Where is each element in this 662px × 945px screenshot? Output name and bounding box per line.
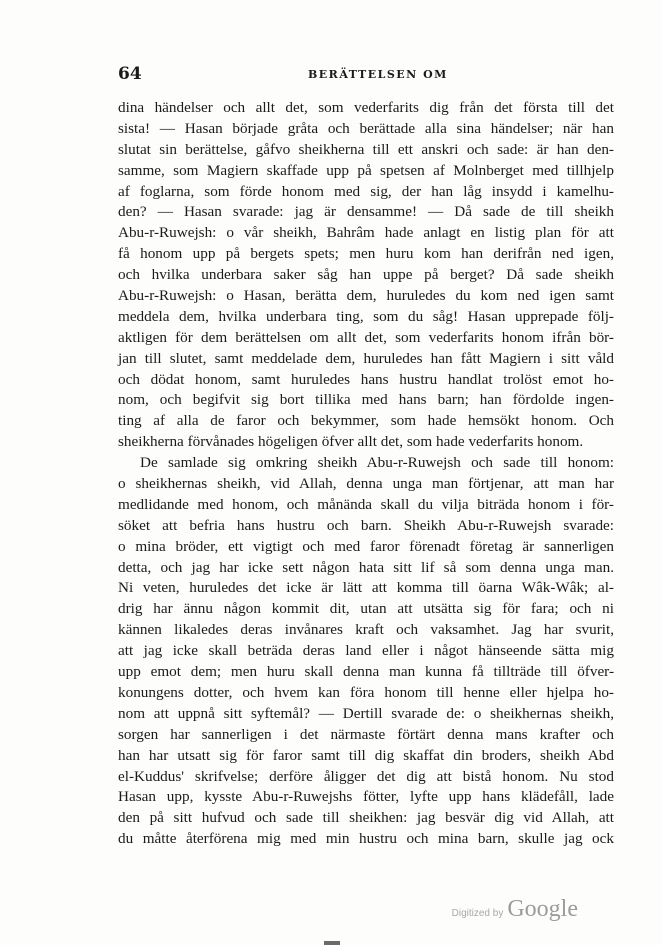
text-line: aktligen för dem berättelsen om allt det, som vederfarits honom ifrån bör- bbox=[118, 328, 614, 346]
running-head: BERÄTTELSEN OM bbox=[308, 68, 448, 81]
text-line: o sheikhernas sheikh, vid Allah, denna unga man förtjenar, att man har bbox=[118, 475, 614, 493]
text-line: nom att uppnå sitt syftemål? — Dertill svarade de: o sheikhernas sheikh, bbox=[118, 704, 614, 722]
page-edge-mark bbox=[324, 941, 340, 945]
page-header bbox=[118, 64, 614, 86]
text-line: medlidande med honom, och månända skall du vilja biträda honom i för- bbox=[118, 495, 614, 513]
text-line: jan till slutet, samt meddelade dem, huruledes han fått Magiern i sitt våld bbox=[118, 349, 614, 367]
text-line: kännen likaledes deras invånares kraft och vaksamhet. Jag har svurit, bbox=[118, 621, 614, 639]
text-line: Ni veten, huruledes det icke är lätt att komma till öarna Wâk-Wâk; al- bbox=[118, 579, 614, 597]
text-line: De samlade sig omkring sheikh Abu-r-Ruwejsh och sade till honom: bbox=[140, 454, 614, 472]
text-line: du måtte återförena mig med min hustru och mina barn, skulle jag ock bbox=[118, 830, 614, 848]
text-line: sorgen har sannerligen i det närmaste förtärt denna mans krafter och bbox=[118, 725, 614, 743]
text-line: och hvilka underbara saker såg han uppe på berget? Då sade sheikh bbox=[118, 266, 614, 284]
text-line: konungens dotter, och hvem kan föra honom till henne eller hjelpa ho- bbox=[118, 683, 614, 701]
body-text bbox=[118, 98, 614, 850]
text-line: detta, och jag har icke sett någon hata sitt lif så som denna unga man. bbox=[118, 558, 614, 576]
text-line: Abu-r-Ruwejsh: o vår sheikh, Bahrâm hade anlagt en listig plan för att bbox=[118, 224, 614, 242]
text-line: drig har ännu någon kommit dit, utan att utsätta sig för fara; och ni bbox=[118, 600, 614, 618]
text-line: samme, som Magiern skaffade upp på spetsen af Molnberget med tillhjelp bbox=[118, 161, 614, 179]
text-line: den? — Hasan svarade: jag är densamme! — Då sade de till sheikh bbox=[118, 203, 614, 221]
google-logo: Google bbox=[507, 896, 578, 922]
text-line: få honom upp på bergets spets; men huru kom han derifrån ned igen, bbox=[118, 245, 614, 263]
text-line: Hasan upp, kysste Abu-r-Ruwejshs fötter, lyfte upp hans klädefåll, lade bbox=[118, 788, 614, 806]
watermark-prefix: Digitized by bbox=[451, 908, 504, 919]
text-line: slutat sin berättelse, gåfvo sheikherna till ett anskri och sade: är han den- bbox=[118, 140, 614, 158]
text-line: dina händelser och allt det, som vederfarits dig från det första till det bbox=[118, 99, 614, 116]
text-line: han har utsatt sig för faror samt till dig skaffat din broders, sheikh Abd bbox=[118, 746, 614, 764]
text-line: sista! — Hasan började gråta och berättade alla sina händelser; när han bbox=[118, 119, 614, 137]
text-line: nom, och begifvit sig bort tillika med hans barn; han fördolde ingen- bbox=[118, 391, 614, 409]
text-line: o mina bröder, ett vigtigt och med faror förenadt företag är sannerligen bbox=[118, 537, 614, 555]
text-line: och dödat honom, samt huruledes hans hustru handlat trolöst emot ho- bbox=[118, 370, 614, 388]
text-line: Abu-r-Ruwejsh: o Hasan, berätta dem, huruledes du kom ned igen samt bbox=[118, 287, 614, 305]
text-line: att jag icke skall beträda deras land eller i något hänseende sätta mig bbox=[118, 642, 614, 660]
text-line: sheikherna förvånades högeligen öfver allt det, som hade vederfarits honom. bbox=[118, 433, 584, 451]
text-line: den på sitt hufvud och sade till sheikhen: jag besvär dig vid Allah, att bbox=[118, 809, 614, 827]
text-line: upp emot dem; men huru skall denna man kunna få tillträde till öfver- bbox=[118, 663, 614, 681]
digitized-watermark bbox=[452, 896, 578, 923]
page-number: 64 bbox=[118, 64, 142, 84]
text-line: meddela dem, hvilka underbara ting, som du såg! Hasan upprepade följ- bbox=[118, 307, 614, 325]
text-line: af foglarna, som förde honom med sig, der han låg insydd i kamelhu- bbox=[118, 182, 614, 200]
text-line: el-Kuddus' skrifvelse; derföre åligger det dig att bistå honom. Nu stod bbox=[118, 767, 614, 785]
text-line: ting af alla de faror och bekymmer, som hade hemsökt honom. Och bbox=[118, 412, 614, 430]
text-line: söket att befria hans hustru och barn. Sheikh Abu-r-Ruwejsh svarade: bbox=[118, 516, 614, 534]
